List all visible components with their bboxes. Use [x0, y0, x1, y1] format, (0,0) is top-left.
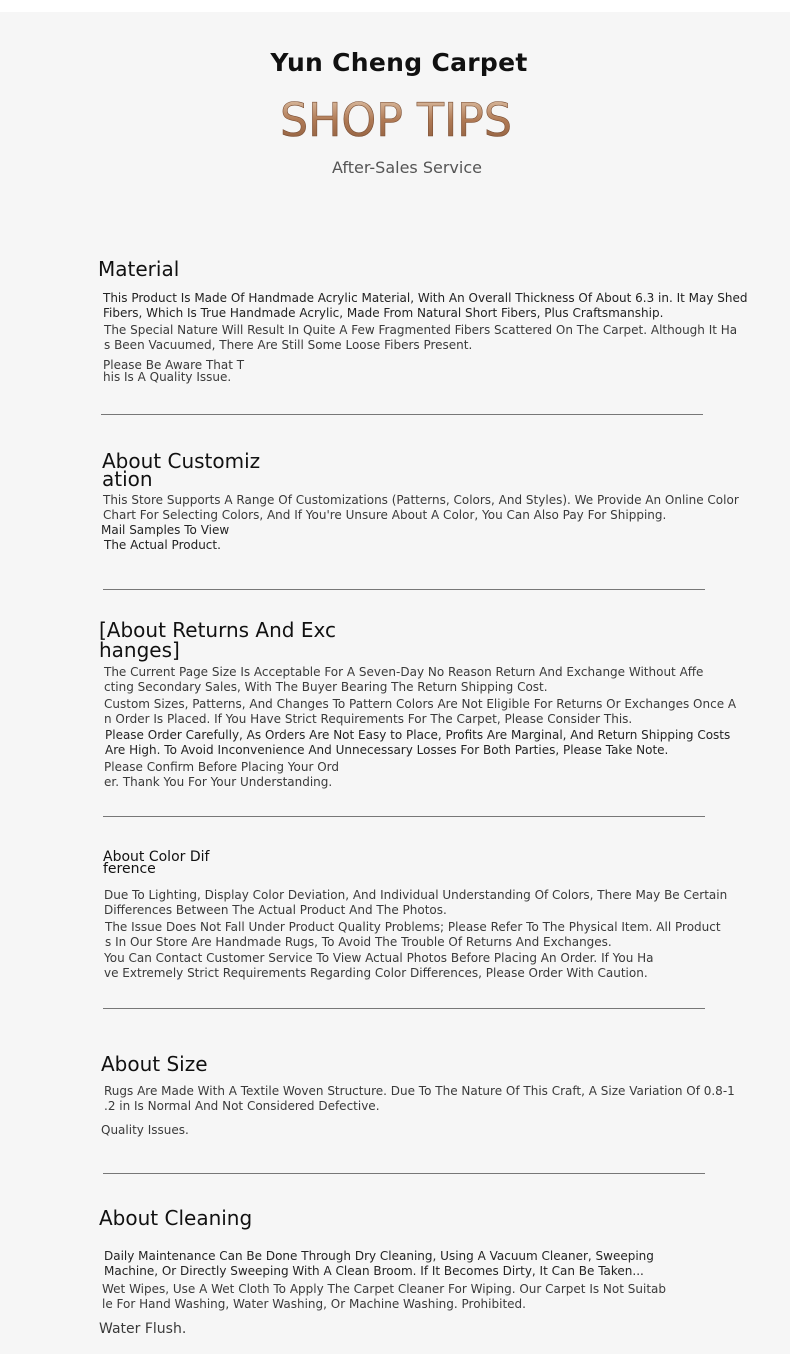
section-title-cleaning: About Cleaning [99, 1206, 253, 1230]
cleaning-text-2: Wet Wipes, Use A Wet Cloth To Apply The Carpet Cleaner For Wiping. Our Carpet Is Not Suitab le For Hand Washing, Water Washing, Or Machine Washing. Prohibited. [102, 1282, 666, 1311]
returns-text-2: Custom Sizes, Patterns, And Changes To Pattern Colors Are Not Eligible For Returns Or Exchanges Once A n Order Is Placed. If You Have Strict Requirements For The Carpet, Please Consider This. [104, 697, 737, 726]
customization-text-2: Mail Samples To View The Actual Product. [101, 523, 230, 552]
page-subtitle: After-Sales Service [332, 158, 482, 177]
brand-title: Yun Cheng Carpet [270, 48, 528, 77]
section-title-material: Material [98, 257, 180, 281]
material-text-3: Please Be Aware That T his Is A Quality Issue. [103, 358, 245, 384]
shop-tips-logo [276, 84, 516, 146]
returns-text-3: Please Order Carefully, As Orders Are Not Easy to Place, Profits Are Marginal, And Return Shipping Costs Are High. To Avoid Inconvenience And Unnecessary Losses For Both Parties, Please Take Note. [105, 728, 731, 757]
section-title-returns: [About Returns And Exc hanges] [99, 618, 336, 662]
divider [103, 1008, 705, 1009]
divider [103, 589, 705, 590]
divider [101, 414, 703, 415]
divider [103, 1173, 705, 1174]
returns-text-4: Please Confirm Before Placing Your Ord er. Thank You For Your Understanding. [104, 760, 340, 789]
divider [103, 816, 705, 817]
size-text-2: Quality Issues. [101, 1123, 189, 1137]
section-title-size: About Size [101, 1052, 208, 1076]
section-title-color: About Color Dif ference [103, 849, 210, 877]
material-text-1: This Product Is Made Of Handmade Acrylic Material, With An Overall Thickness Of About 6.3 in. It May Shed Fibers, Which Is True Handmade Acrylic, Made From Natural Short Fibers, Plus Craftsmanship. [103, 291, 748, 320]
customization-text-1: This Store Supports A Range Of Customizations (Patterns, Colors, And Styles). We Provide An Online Color Chart For Selecting Colors, And If You're Unsure About A Color, You Can Also Pay For Shipping. [103, 493, 739, 522]
section-title-customization: About Customiz ation [102, 449, 261, 491]
color-text-1: Due To Lighting, Display Color Deviation, And Individual Understanding Of Colors, There May Be Certain Differences Between The Actual Product And The Photos. [104, 888, 728, 917]
color-text-3: You Can Contact Customer Service To View Actual Photos Before Placing An Order. If You Ha ve Extremely Strict Requirements Regarding Color Differences, Please Order With Caution. [104, 951, 654, 980]
material-text-2: The Special Nature Will Result In Quite A Few Fragmented Fibers Scattered On The Carpet. Although It Ha s Been Vacuumed, There Are Still Some Loose Fibers Present. [104, 323, 738, 352]
color-text-2: The Issue Does Not Fall Under Product Quality Problems; Please Refer To The Physical Item. All Product s In Our Store Are Handmade Rugs, To Avoid The Trouble Of Returns And Exchanges. [105, 920, 721, 949]
cleaning-text-1: Daily Maintenance Can Be Done Through Dry Cleaning, Using A Vacuum Cleaner, Sweeping Machine, Or Directly Sweeping With A Clean Broom. If It Becomes Dirty, It Can Be Taken... [104, 1249, 654, 1278]
top-bar [0, 0, 790, 12]
returns-text-1: The Current Page Size Is Acceptable For A Seven-Day No Reason Return And Exchange Without Affe cting Secondary Sales, With The Buyer Bearing The Return Shipping Cost. [104, 665, 704, 694]
size-text-1: Rugs Are Made With A Textile Woven Structure. Due To The Nature Of This Craft, A Size Variation Of 0.8-1 .2 in Is Normal And Not Considered Defective. [104, 1084, 735, 1113]
cleaning-text-3: Water Flush. [99, 1321, 187, 1337]
logo-text: SHOP TIPS [280, 93, 512, 146]
